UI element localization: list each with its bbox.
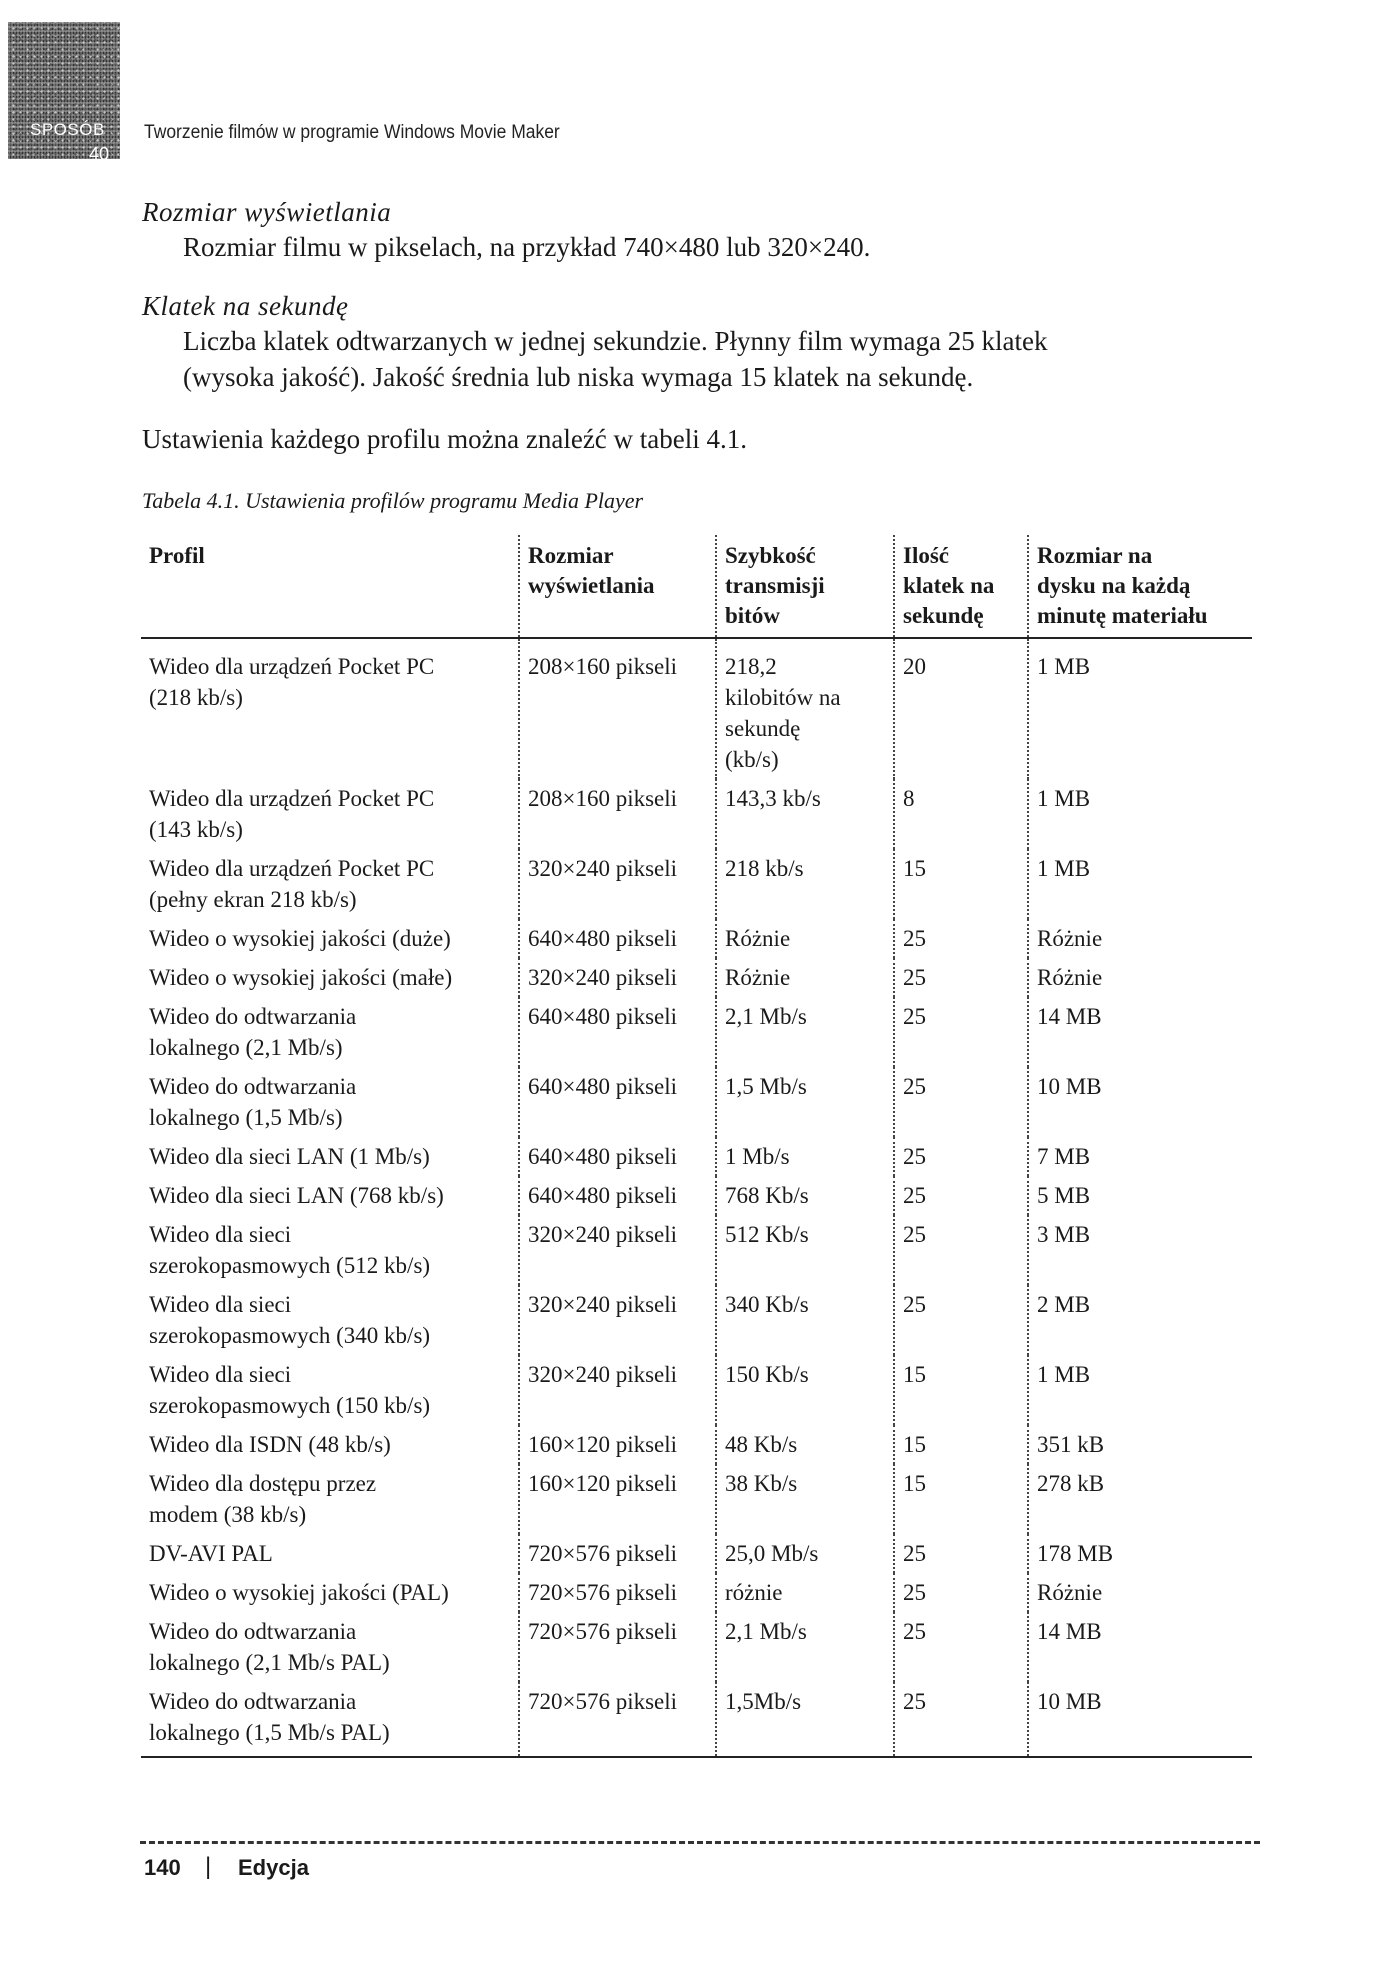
cell-line: 25 bbox=[903, 1074, 926, 1099]
cell-line: 320×240 pikseli bbox=[528, 1362, 678, 1387]
cell-line: Wideo dla urządzeń Pocket PC bbox=[149, 786, 435, 811]
cell-line: Wideo dla ISDN (48 kb/s) bbox=[149, 1432, 391, 1457]
cell-line: szerokopasmowych (150 kb/s) bbox=[149, 1393, 431, 1418]
cell-line: 218 kb/s bbox=[725, 856, 804, 881]
cell-line: 25 bbox=[903, 1689, 926, 1714]
cell-line: Wideo dla sieci LAN (1 Mb/s) bbox=[149, 1144, 430, 1169]
table-cell bbox=[519, 1425, 716, 1464]
table-cell bbox=[894, 638, 1028, 779]
table-row bbox=[141, 1534, 1252, 1573]
table-cell bbox=[141, 1573, 519, 1612]
cell-line: 160×120 pikseli bbox=[528, 1471, 678, 1496]
cell-line: 25 bbox=[903, 1541, 926, 1566]
cell-line: 2 MB bbox=[1037, 1292, 1091, 1317]
table-cell bbox=[716, 1534, 894, 1573]
column-header-line: sekundę bbox=[903, 603, 984, 628]
cell-line: Wideo dla sieci bbox=[149, 1292, 292, 1317]
cell-line: 1 MB bbox=[1037, 654, 1091, 679]
table-cell bbox=[141, 638, 519, 779]
table-cell bbox=[716, 1682, 894, 1757]
section-badge bbox=[8, 22, 120, 164]
cell-line: Wideo dla urządzeń Pocket PC bbox=[149, 654, 435, 679]
cell-line: 25 bbox=[903, 965, 926, 990]
table-cell bbox=[894, 1215, 1028, 1285]
table-cell bbox=[1028, 779, 1252, 849]
cell-line: 640×480 pikseli bbox=[528, 1183, 678, 1208]
cell-line: Różnie bbox=[1037, 926, 1103, 951]
table-cell bbox=[716, 779, 894, 849]
cell-line: 25 bbox=[903, 1144, 926, 1169]
cell-line: 25,0 Mb/s bbox=[725, 1541, 819, 1566]
table-cell bbox=[894, 1573, 1028, 1612]
table-cell bbox=[141, 1285, 519, 1355]
table-cell bbox=[519, 1355, 716, 1425]
footer-rule bbox=[140, 1841, 1260, 1844]
table-cell bbox=[519, 1137, 716, 1176]
cell-line: 2,1 Mb/s bbox=[725, 1004, 807, 1029]
table-row bbox=[141, 1137, 1252, 1176]
column-header-line: klatek na bbox=[903, 573, 995, 598]
cell-line: (218 kb/s) bbox=[149, 685, 243, 710]
cell-line: 15 bbox=[903, 1471, 926, 1496]
cell-line: 7 MB bbox=[1037, 1144, 1091, 1169]
table-cell bbox=[1028, 1534, 1252, 1573]
table-cell bbox=[894, 1176, 1028, 1215]
cell-line: 20 bbox=[903, 654, 926, 679]
table-cell bbox=[1028, 1176, 1252, 1215]
cell-line: 25 bbox=[903, 1292, 926, 1317]
badge-label: SPOSÓB bbox=[30, 120, 105, 139]
table-cell bbox=[519, 919, 716, 958]
table-cell bbox=[716, 1573, 894, 1612]
section-name: Edycja bbox=[238, 1855, 309, 1880]
cell-line: 720×576 pikseli bbox=[528, 1689, 678, 1714]
cell-line: 14 MB bbox=[1037, 1619, 1102, 1644]
table-cell bbox=[141, 1534, 519, 1573]
table-cell bbox=[894, 958, 1028, 997]
cell-line: 720×576 pikseli bbox=[528, 1580, 678, 1605]
column-header-line: Ilość bbox=[903, 543, 949, 568]
cell-line: sekundę bbox=[725, 716, 801, 741]
cell-line: 15 bbox=[903, 856, 926, 881]
table-cell bbox=[894, 1355, 1028, 1425]
table-cell bbox=[894, 1137, 1028, 1176]
column-header bbox=[519, 535, 716, 638]
cell-line: 160×120 pikseli bbox=[528, 1432, 678, 1457]
table-cell bbox=[1028, 1067, 1252, 1137]
column-header-line: wyświetlania bbox=[528, 573, 655, 598]
column-header-line: minutę materiału bbox=[1037, 603, 1208, 628]
table-cell bbox=[141, 1464, 519, 1534]
cell-line: Wideo do odtwarzania bbox=[149, 1619, 357, 1644]
table-cell bbox=[519, 1612, 716, 1682]
cell-line: 5 MB bbox=[1037, 1183, 1091, 1208]
table-row bbox=[141, 958, 1252, 997]
cell-line: 10 MB bbox=[1037, 1074, 1102, 1099]
table-cell bbox=[716, 1285, 894, 1355]
table-cell bbox=[141, 779, 519, 849]
cell-line: 320×240 pikseli bbox=[528, 1292, 678, 1317]
table-cell bbox=[894, 1682, 1028, 1757]
cell-line: 25 bbox=[903, 1222, 926, 1247]
table-cell bbox=[141, 1355, 519, 1425]
cell-line: Wideo dla sieci bbox=[149, 1362, 292, 1387]
table-cell bbox=[1028, 1137, 1252, 1176]
running-head: Tworzenie filmów w programie Windows Movie Maker bbox=[144, 122, 560, 143]
cell-line: 3 MB bbox=[1037, 1222, 1091, 1247]
table-cell bbox=[1028, 638, 1252, 779]
column-header-line: Profil bbox=[149, 543, 205, 568]
cell-line: szerokopasmowych (340 kb/s) bbox=[149, 1323, 431, 1348]
cell-line: 25 bbox=[903, 1580, 926, 1605]
table-row bbox=[141, 1612, 1252, 1682]
cell-line: 278 kB bbox=[1037, 1471, 1105, 1496]
table-cell bbox=[716, 638, 894, 779]
column-header bbox=[1028, 535, 1252, 638]
definition-line: Rozmiar filmu w pikselach, na przykład 740×480 lub 320×240. bbox=[183, 232, 871, 262]
table-cell bbox=[519, 849, 716, 919]
table-cell bbox=[894, 997, 1028, 1067]
cell-line: Wideo do odtwarzania bbox=[149, 1074, 357, 1099]
table-cell bbox=[519, 1464, 716, 1534]
column-header-line: dysku na każdą bbox=[1037, 573, 1191, 598]
cell-line: Wideo o wysokiej jakości (duże) bbox=[149, 926, 451, 951]
cell-line: Wideo dla urządzeń Pocket PC bbox=[149, 856, 435, 881]
page-number: 140 bbox=[144, 1855, 181, 1880]
table-header-row bbox=[141, 535, 1252, 638]
cell-line: Różnie bbox=[725, 926, 791, 951]
table-row bbox=[141, 1285, 1252, 1355]
table-cell bbox=[1028, 1682, 1252, 1757]
cell-line: Różnie bbox=[725, 965, 791, 990]
table-cell bbox=[141, 919, 519, 958]
table-cell bbox=[894, 1067, 1028, 1137]
column-header bbox=[716, 535, 894, 638]
table-cell bbox=[894, 1612, 1028, 1682]
table-cell bbox=[894, 1425, 1028, 1464]
table-cell bbox=[1028, 1612, 1252, 1682]
cell-line: 640×480 pikseli bbox=[528, 926, 678, 951]
cell-line: lokalnego (1,5 Mb/s PAL) bbox=[149, 1720, 390, 1745]
table-cell bbox=[141, 1425, 519, 1464]
table-cell bbox=[141, 1067, 519, 1137]
table-cell bbox=[1028, 849, 1252, 919]
cell-line: Wideo dla dostępu przez bbox=[149, 1471, 377, 1496]
cell-line: 640×480 pikseli bbox=[528, 1074, 678, 1099]
table-cell bbox=[141, 958, 519, 997]
cell-line: 25 bbox=[903, 1004, 926, 1029]
cell-line: 1 MB bbox=[1037, 786, 1091, 811]
table-cell bbox=[1028, 1355, 1252, 1425]
definition-line: Liczba klatek odtwarzanych w jednej sekundzie. Płynny film wymaga 25 klatek bbox=[183, 326, 1048, 356]
cell-line: 320×240 pikseli bbox=[528, 965, 678, 990]
table-row bbox=[141, 849, 1252, 919]
cell-line: 1 MB bbox=[1037, 856, 1091, 881]
cell-line: Wideo do odtwarzania bbox=[149, 1004, 357, 1029]
table-row bbox=[141, 1573, 1252, 1612]
cell-line: lokalnego (2,1 Mb/s) bbox=[149, 1035, 343, 1060]
cell-line: (143 kb/s) bbox=[149, 817, 243, 842]
footer-separator: | bbox=[205, 1853, 212, 1880]
table-cell bbox=[1028, 919, 1252, 958]
cell-line: 218,2 bbox=[725, 654, 777, 679]
table-cell bbox=[141, 997, 519, 1067]
table-cell bbox=[716, 1612, 894, 1682]
table-cell bbox=[141, 849, 519, 919]
cell-line: 38 Kb/s bbox=[725, 1471, 798, 1496]
cell-line: 2,1 Mb/s bbox=[725, 1619, 807, 1644]
cell-line: 640×480 pikseli bbox=[528, 1004, 678, 1029]
cell-line: Wideo dla sieci bbox=[149, 1222, 292, 1247]
cell-line: 143,3 kb/s bbox=[725, 786, 821, 811]
table-cell bbox=[141, 1215, 519, 1285]
table-cell bbox=[141, 1176, 519, 1215]
table-cell bbox=[1028, 1285, 1252, 1355]
table-cell bbox=[1028, 1215, 1252, 1285]
cell-line: 1,5 Mb/s bbox=[725, 1074, 807, 1099]
table-cell bbox=[716, 1464, 894, 1534]
cell-line: różnie bbox=[725, 1580, 783, 1605]
cell-line: 720×576 pikseli bbox=[528, 1619, 678, 1644]
table-cell bbox=[519, 1176, 716, 1215]
table-cell bbox=[519, 1534, 716, 1573]
cell-line: 14 MB bbox=[1037, 1004, 1102, 1029]
column-header-line: transmisji bbox=[725, 573, 825, 598]
cell-line: 720×576 pikseli bbox=[528, 1541, 678, 1566]
cell-line: 150 Kb/s bbox=[725, 1362, 809, 1387]
table-cell bbox=[716, 997, 894, 1067]
definition-body bbox=[183, 229, 1263, 265]
column-header-line: Rozmiar bbox=[528, 543, 614, 568]
table-cell bbox=[519, 1573, 716, 1612]
cell-line: 512 Kb/s bbox=[725, 1222, 809, 1247]
cell-line: 25 bbox=[903, 1619, 926, 1644]
cell-line: 1,5Mb/s bbox=[725, 1689, 802, 1714]
table-cell bbox=[519, 958, 716, 997]
table-cell bbox=[141, 1137, 519, 1176]
cell-line: 15 bbox=[903, 1432, 926, 1457]
profiles-table bbox=[141, 535, 1252, 1758]
cell-line: szerokopasmowych (512 kb/s) bbox=[149, 1253, 431, 1278]
cell-line: 25 bbox=[903, 1183, 926, 1208]
table-cell bbox=[519, 1067, 716, 1137]
table-cell bbox=[894, 1285, 1028, 1355]
table-cell bbox=[1028, 1425, 1252, 1464]
table-cell bbox=[716, 1176, 894, 1215]
cell-line: 8 bbox=[903, 786, 915, 811]
cell-line: 178 MB bbox=[1037, 1541, 1114, 1566]
table-cell bbox=[519, 1285, 716, 1355]
table-cell bbox=[1028, 958, 1252, 997]
table-cell bbox=[716, 1425, 894, 1464]
cell-line: 208×160 pikseli bbox=[528, 654, 678, 679]
table-caption: Tabela 4.1. Ustawienia profilów programu Media Player bbox=[142, 488, 644, 513]
table-cell bbox=[141, 1682, 519, 1757]
cell-line: Wideo o wysokiej jakości (małe) bbox=[149, 965, 453, 990]
definition-line: (wysoka jakość). Jakość średnia lub niska wymaga 15 klatek na sekundę. bbox=[183, 362, 974, 392]
cell-line: 15 bbox=[903, 1362, 926, 1387]
definition-term: Rozmiar wyświetlania bbox=[142, 197, 392, 227]
cell-line: 340 Kb/s bbox=[725, 1292, 809, 1317]
cell-line: 768 Kb/s bbox=[725, 1183, 809, 1208]
cell-line: Wideo o wysokiej jakości (PAL) bbox=[149, 1580, 449, 1605]
cell-line: lokalnego (1,5 Mb/s) bbox=[149, 1105, 343, 1130]
table-row bbox=[141, 1464, 1252, 1534]
column-header-line: bitów bbox=[725, 603, 780, 628]
cell-line: 10 MB bbox=[1037, 1689, 1102, 1714]
table-cell bbox=[519, 1682, 716, 1757]
table-cell bbox=[894, 779, 1028, 849]
cell-line: 25 bbox=[903, 926, 926, 951]
table-cell bbox=[519, 997, 716, 1067]
table-cell bbox=[1028, 997, 1252, 1067]
table-row bbox=[141, 779, 1252, 849]
cell-line: DV-AVI PAL bbox=[149, 1541, 273, 1566]
cell-line: modem (38 kb/s) bbox=[149, 1502, 307, 1527]
table-cell bbox=[1028, 1573, 1252, 1612]
table-cell bbox=[894, 849, 1028, 919]
table-cell bbox=[894, 1534, 1028, 1573]
table-cell bbox=[716, 849, 894, 919]
table-cell bbox=[894, 1464, 1028, 1534]
cell-line: (pełny ekran 218 kb/s) bbox=[149, 887, 357, 912]
cell-line: 48 Kb/s bbox=[725, 1432, 798, 1457]
badge-number: 40 bbox=[89, 144, 110, 164]
definition-body bbox=[183, 323, 1263, 395]
table-cell bbox=[519, 1215, 716, 1285]
cell-line: 320×240 pikseli bbox=[528, 856, 678, 881]
cell-line: 640×480 pikseli bbox=[528, 1144, 678, 1169]
table-cell bbox=[1028, 1464, 1252, 1534]
table-row bbox=[141, 1067, 1252, 1137]
cell-line: Różnie bbox=[1037, 1580, 1103, 1605]
cell-line: 351 kB bbox=[1037, 1432, 1105, 1457]
cell-line: 1 Mb/s bbox=[725, 1144, 790, 1169]
cell-line: Wideo do odtwarzania bbox=[149, 1689, 357, 1714]
table-cell bbox=[716, 1215, 894, 1285]
column-header bbox=[894, 535, 1028, 638]
table-cell bbox=[894, 919, 1028, 958]
table-row bbox=[141, 919, 1252, 958]
table-row bbox=[141, 638, 1252, 779]
cell-line: Wideo dla sieci LAN (768 kb/s) bbox=[149, 1183, 444, 1208]
cell-line: 320×240 pikseli bbox=[528, 1222, 678, 1247]
cell-line: kilobitów na bbox=[725, 685, 841, 710]
body-paragraph: Ustawienia każdego profilu można znaleźć w tabeli 4.1. bbox=[142, 424, 748, 454]
table-cell bbox=[716, 1355, 894, 1425]
table-cell bbox=[716, 1067, 894, 1137]
table-cell bbox=[716, 1137, 894, 1176]
table-row bbox=[141, 1425, 1252, 1464]
cell-line: (kb/s) bbox=[725, 747, 779, 772]
table-row bbox=[141, 1682, 1252, 1757]
column-header bbox=[141, 535, 519, 638]
table-row bbox=[141, 1355, 1252, 1425]
cell-line: 208×160 pikseli bbox=[528, 786, 678, 811]
cell-line: lokalnego (2,1 Mb/s PAL) bbox=[149, 1650, 390, 1675]
table-cell bbox=[519, 638, 716, 779]
cell-line: 1 MB bbox=[1037, 1362, 1091, 1387]
table-cell bbox=[716, 919, 894, 958]
table-row bbox=[141, 1215, 1252, 1285]
table-cell bbox=[716, 958, 894, 997]
table-cell bbox=[141, 1612, 519, 1682]
table-row bbox=[141, 1176, 1252, 1215]
table-row bbox=[141, 997, 1252, 1067]
table-cell bbox=[519, 779, 716, 849]
definition-term: Klatek na sekundę bbox=[142, 291, 349, 321]
cell-line: Różnie bbox=[1037, 965, 1103, 990]
column-header-line: Rozmiar na bbox=[1037, 543, 1153, 568]
column-header-line: Szybkość bbox=[725, 543, 816, 568]
